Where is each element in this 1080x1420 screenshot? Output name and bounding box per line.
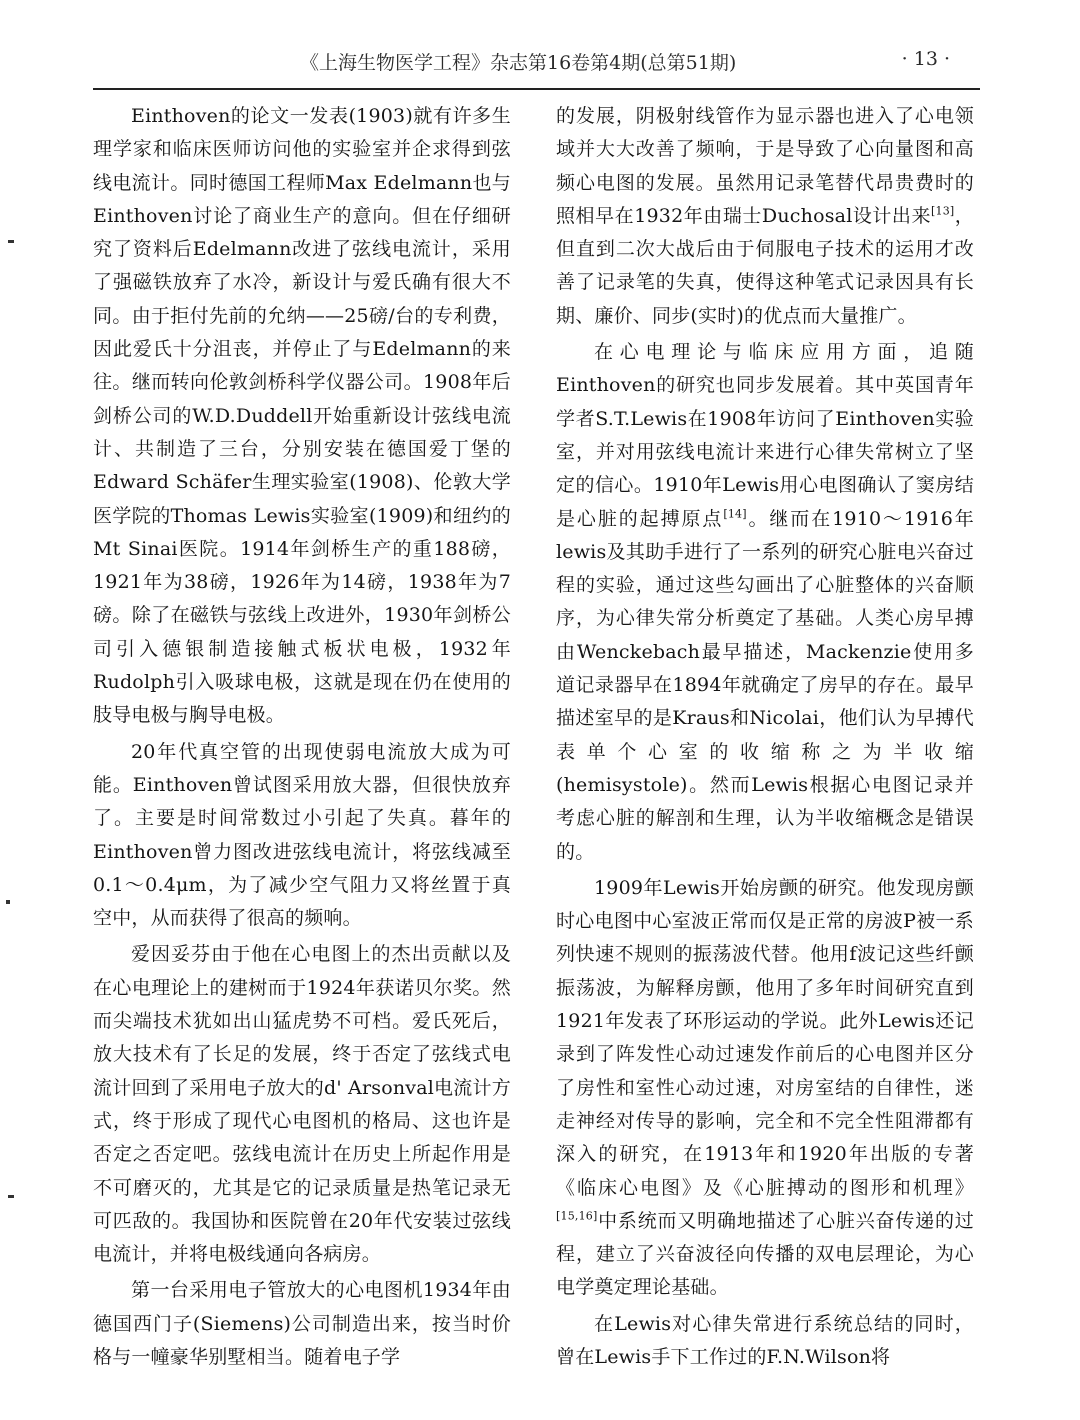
text-run: 在心电理论与临床应用方面，追随Einthoven的研究也同步发展着。其中英国青年学者S.T.Lewis在1908年访问了Einthoven实验室，并对用弦线电流计来进行心律失常树立了坚定的信心。1910年Lewis用心电图确认了窦房结是心脏的起搏原点 — [556, 341, 974, 530]
text-run: 。继而在1910～1916年lewis及其助手进行了一系列的研究心脏电兴奋过程的实验，通过这些勾画出了心脏整体的兴奋顺序，为心律失常分析奠定了基础。人类心房早搏由Wenckebach最早描述，Mackenzie使用多道记录器早在1894年就确定了房早的存在。最早描述室早的是Kraus和Nicolai，他们认为早搏代表单个心室的收缩称之为半收缩(hemisystole)。然而Lewis根据心电图记录并考虑心脏的解剖和生理，认为半收缩概念是错误的。 — [556, 507, 974, 863]
paragraph-wilson: 在Lewis对心律失常进行系统总结的同时，曾在Lewis手下工作过的F.N.Wilson将 — [556, 1312, 974, 1368]
paragraph-nobel-prize: 爱因妥芬由于他在心电图上的杰出贡献以及在心电理论上的建树而于1924年获诺贝尔奖。然而尖端技术犹如出山猛虎势不可档。爱氏死后，放大技术有了长足的发展，终于否定了弦线式电流计回到了采用电子放大的d' Arsonval电流计方式，终于形成了现代心电图机的格局、这也许是否定之否定吧。弦线电流计在历史上所起作用是不可磨灭的，尤其是它的记录质量是热笔记录无可匹敌的。我国协和医院曾在20年代安装过弦线电流计，并将电极线通向各病房。 — [93, 943, 511, 1266]
citation-14: [14] — [723, 507, 747, 521]
scan-speck — [8, 1195, 14, 1198]
journal-title: 《上海生物医学工程》杂志第16卷第4期(总第51期) — [300, 52, 737, 74]
header-rule — [93, 88, 980, 90]
paragraph-crt-development — [556, 100, 974, 333]
left-column — [93, 100, 511, 1420]
scan-speck — [8, 240, 14, 243]
right-column — [556, 100, 974, 1420]
page-number: · 13 · — [901, 48, 950, 70]
paragraph-first-tube-ecg: 第一台采用电子管放大的心电图机1934年由德国西门子(Siemens)公司制造出来，按当时价格与一幢豪华别墅相当。随着电子学 — [93, 1279, 511, 1368]
paragraph-einthoven-publication: Einthoven的论文一发表(1903)就有许多生理学家和临床医师访问他的实验室并企求得到弦线电流计。同时德国工程师Max Edelmann也与Einthoven讨论了商业生产的意向。但在仔细研究了资料后Edelmann改进了弦线电流计，采用了强磁铁放弃了水冷，新设计与爱氏确有很大不同。由于拒付先前的允纳——25磅/台的专利费，因此爱氏十分沮丧，并停止了与Edelmann的来往。继而转向伦敦剑桥科学仪器公司。1908年后剑桥公司的W.D.Duddell开始重新设计弦线电流计、共制造了三台，分别安装在德国爱丁堡的Edward Schäfer生理实验室(1908)、伦敦大学医学院的Thomas Lewis实验室(1909)和纽约的Mt Sinai医院。1914年剑桥生产的重188磅，1921年为38磅，1926年为14磅，1938年为7磅。除了在磁铁与弦线上改进外，1930年剑桥公司引入德银制造接触式板状电极，1932年Rudolph引入吸球电极，这就是现在仍在使用的肢导电极与胸导电极。 — [93, 105, 511, 727]
text-run: 中系统而又明确地描述了心脏兴奋传递的过程，建立了兴奋波径向传播的双电层理论，为心电学奠定理论基础。 — [556, 1209, 974, 1299]
text-run: 的发展，阴极射线管作为显示器也进入了心电领域并大大改善了频响，于是导致了心向量图和高频心电图的发展。虽然用记录笔替代昂贵费时的照相早在1932年由瑞士Duchosal设计出来 — [556, 105, 974, 227]
paragraph-atrial-fibrillation — [556, 872, 974, 1305]
text-run: ，但直到二次大战后由于伺服电子技术的运用才改善了记录笔的失真，使得这种笔式记录因具有长期、廉价、同步(实时)的优点而大量推广。 — [556, 204, 974, 327]
scan-speck — [6, 900, 10, 904]
citation-15-16: [15,16] — [556, 1209, 598, 1223]
text-run: 1909年Lewis开始房颤的研究。他发现房颤时心电图中心室波正常而仅是正常的房波P被一系列快速不规则的振荡波代替。他用f波记这些纤颤振荡波，为解释房颤，他用了多年时间研究直到1921年发表了环形运动的学说。此外Lewis还记录到了阵发性心动过速发作前后的心电图并区分了房性和室性心动过速，对房室结的自律性，迷走神经对传导的影响，完全和不完全性阻滞都有深入的研究，在1913年和1920年出版的专著《临床心电图》及《心脏搏动的图形和机理》 — [556, 876, 974, 1199]
paragraph-vacuum-tube: 20年代真空管的出现使弱电流放大成为可能。Einthoven曾试图采用放大器，但很快放弃了。主要是时间常数过小引起了失真。暮年的Einthoven曾力图改进弦线电流计，将弦线减至0.1～0.4μm，为了减少空气阻力又将丝置于真空中，从而获得了很高的频响。 — [93, 740, 511, 930]
citation-13: [13] — [931, 204, 955, 218]
running-header — [300, 48, 950, 78]
paragraph-lewis-research — [556, 336, 974, 869]
